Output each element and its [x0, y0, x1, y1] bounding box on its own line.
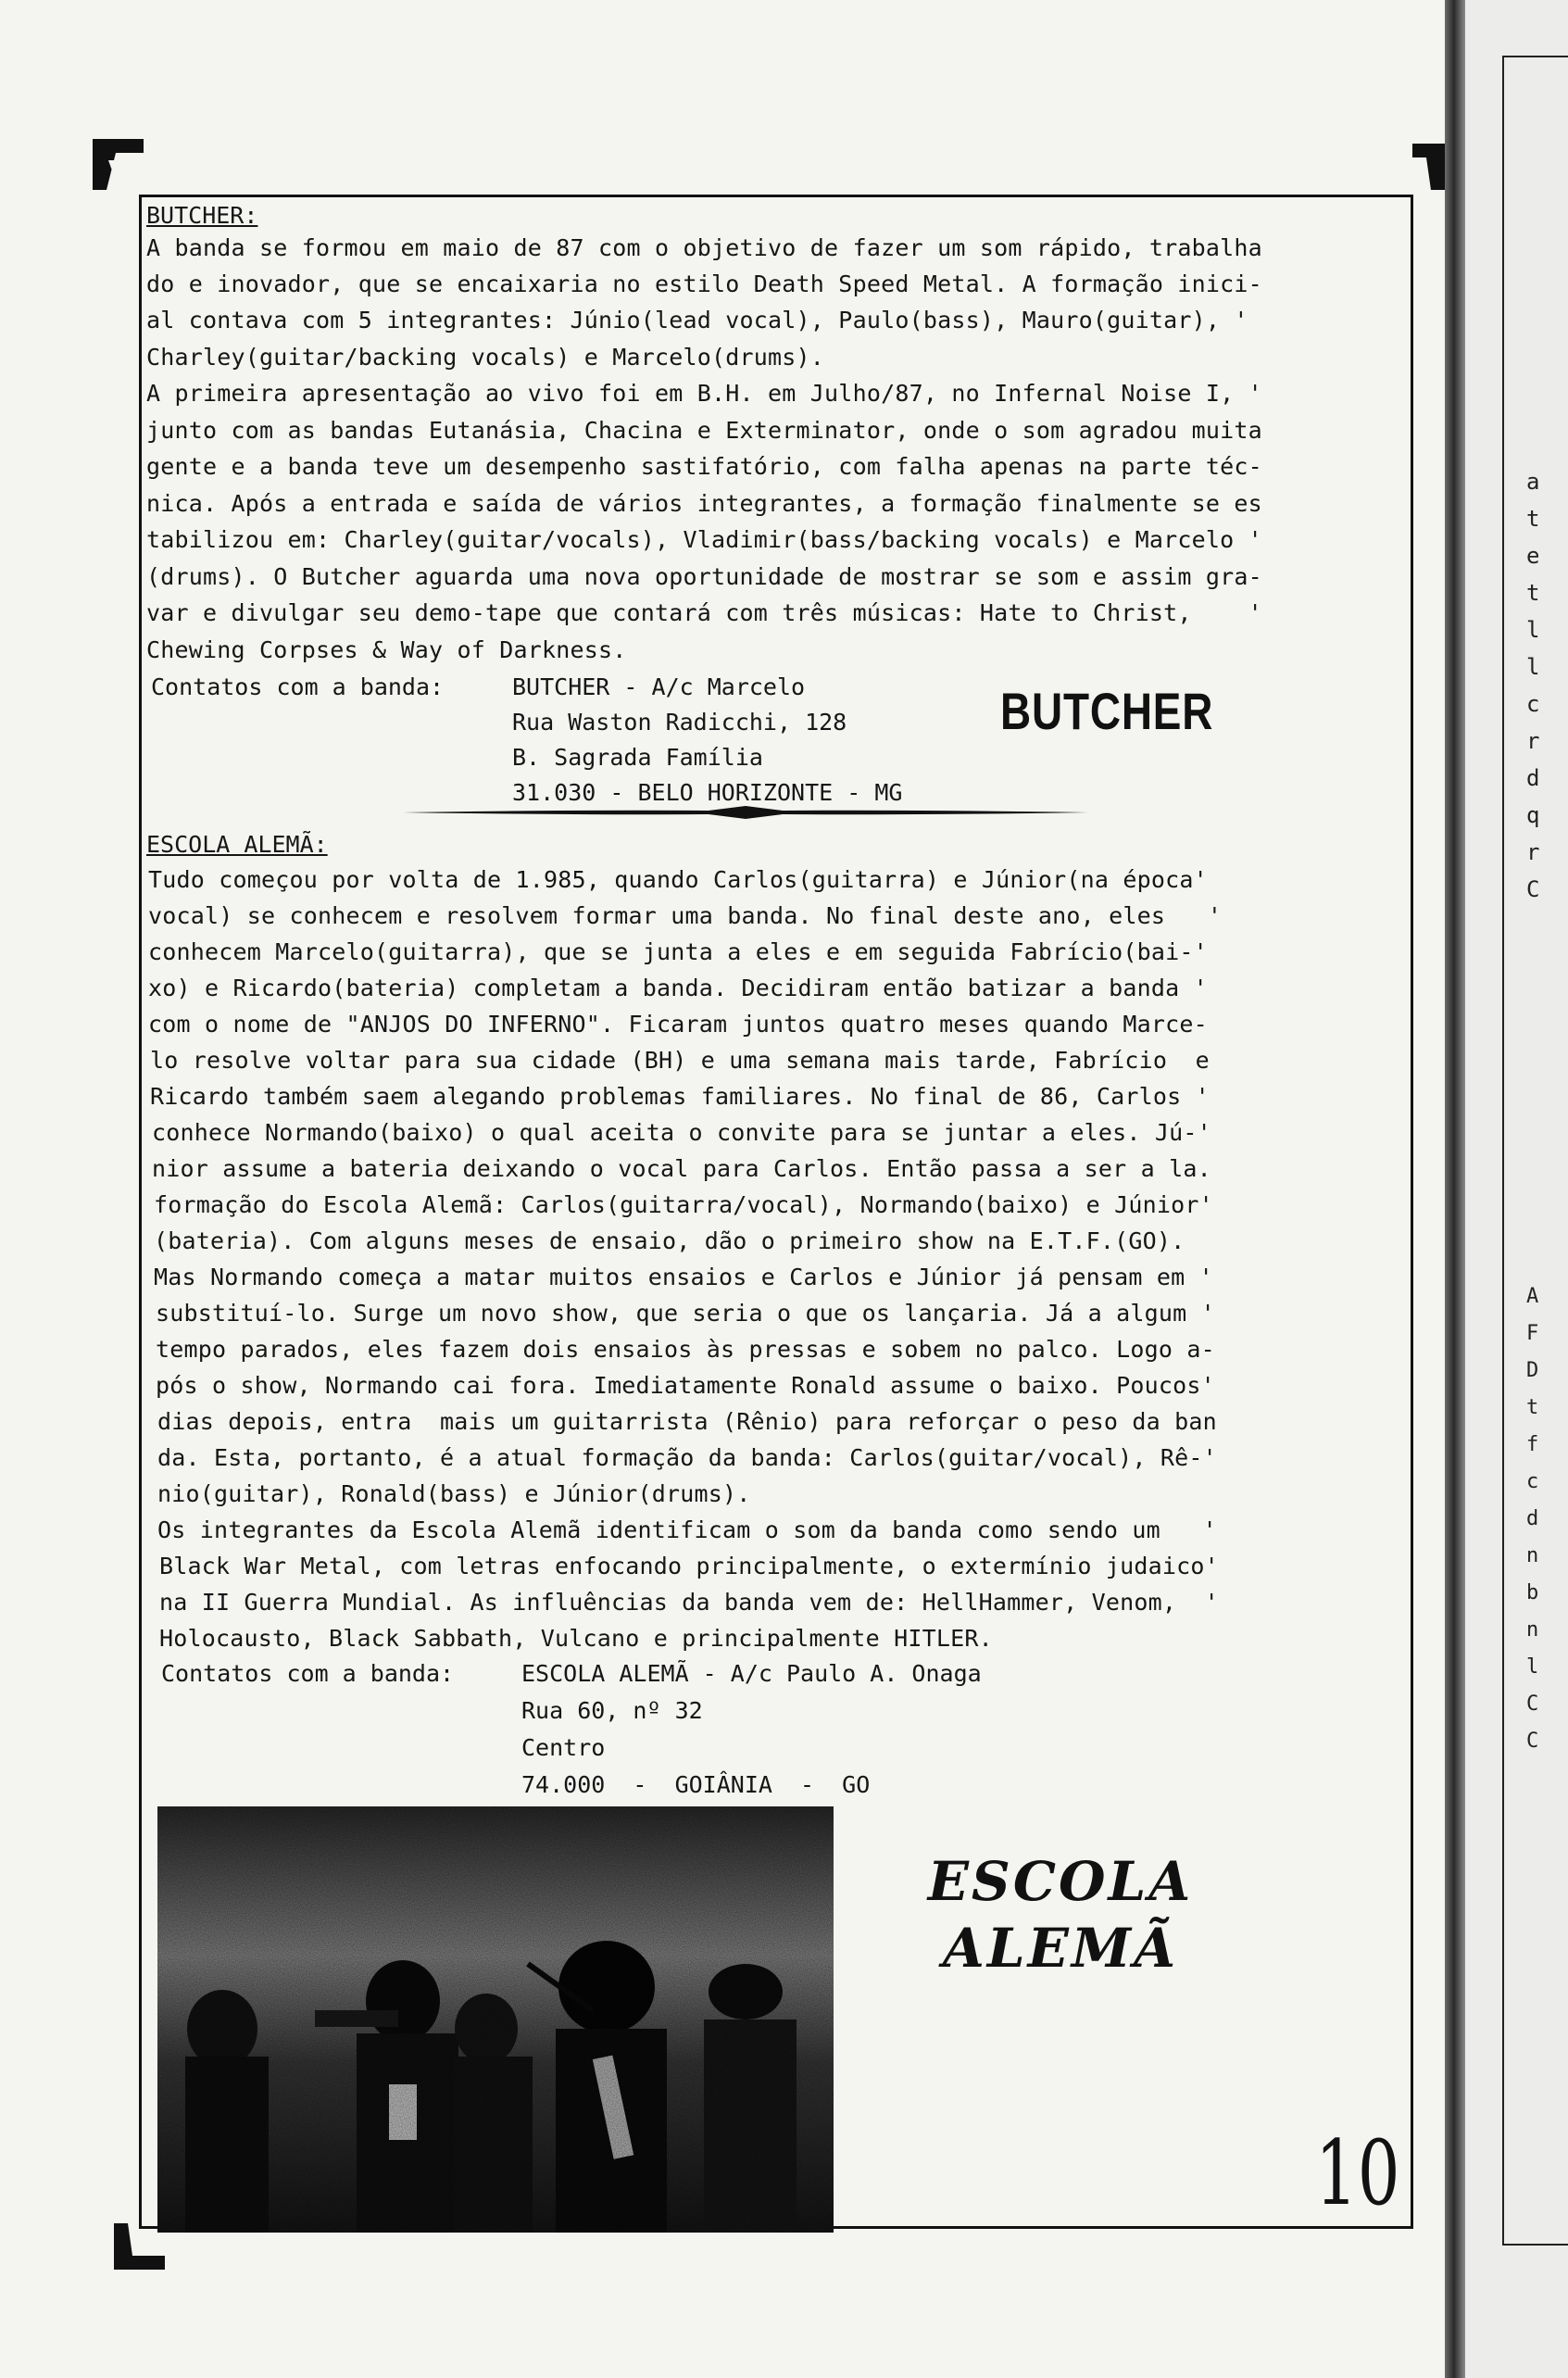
escola-line: pós o show, Normando cai fora. Imediatamente Ronald assume o baixo. Poucos' [156, 1372, 1215, 1399]
escola-heading: ESCOLA ALEMÃ: [146, 831, 328, 858]
escola-line: da. Esta, portanto, é a atual formação da banda: Carlos(guitar/vocal), Rê-' [157, 1444, 1217, 1471]
escola-logo-line: ESCOLA [927, 1850, 1194, 1913]
escola-line: Ricardo também saem alegando problemas familiares. No final de 86, Carlos ' [150, 1083, 1210, 1110]
butcher-line: (drums). O Butcher aguarda uma nova oportunidade de mostrar se som e assim gra- [146, 563, 1262, 590]
escola-line: Black War Metal, com letras enfocando principalmente, o extermínio judaico' [159, 1553, 1219, 1579]
escola-contact-line: ESCOLA ALEMÃ - A/c Paulo A. Onaga [521, 1660, 982, 1687]
butcher-contact-line: B. Sagrada Família [512, 744, 763, 771]
escola-line: Os integrantes da Escola Alemã identificam o som da banda como sendo um ' [157, 1516, 1217, 1543]
escola-alema-logo [926, 1848, 1195, 1982]
butcher-line: gente e a banda teve um desempenho sastifatório, com falha apenas na parte téc- [146, 453, 1262, 480]
escola-line: nio(guitar), Ronald(bass) e Júnior(drums). [157, 1480, 751, 1507]
escola-line: nior assume a bateria deixando o vocal para Carlos. Então passa a ser a la. [152, 1155, 1211, 1182]
butcher-line: do e inovador, que se encaixaria no estilo Death Speed Metal. A formação inici- [146, 271, 1262, 297]
butcher-line: A banda se formou em maio de 87 com o objetivo de fazer um som rápido, trabalha [146, 234, 1262, 261]
butcher-contact-line: BUTCHER - A/c Marcelo [512, 673, 806, 700]
butcher-line: Charley(guitar/backing vocals) e Marcelo(drums). [146, 344, 825, 371]
escola-line: Holocausto, Black Sabbath, Vulcano e principalmente HITLER. [159, 1625, 993, 1652]
butcher-heading: BUTCHER: [146, 202, 258, 229]
escola-line: com o nome de "ANJOS DO INFERNO". Ficaram juntos quatro meses quando Marce- [148, 1011, 1208, 1038]
escola-line: lo resolve voltar para sua cidade (BH) e uma semana mais tarde, Fabrício e [150, 1047, 1210, 1074]
escola-contact-line: Rua 60, nº 32 [521, 1697, 703, 1724]
escola-contact-line: Centro [521, 1734, 606, 1761]
butcher-line: Chewing Corpses & Way of Darkness. [146, 636, 627, 663]
escola-line: formação do Escola Alemã: Carlos(guitarra/vocal), Normando(baixo) e Júnior' [154, 1191, 1213, 1218]
butcher-line: A primeira apresentação ao vivo foi em B.H. em Julho/87, no Infernal Noise I, ' [146, 380, 1262, 407]
corner-ornament-top-left-icon [88, 134, 153, 199]
page-number: 10 [1315, 2121, 1400, 2225]
escola-line: conhecem Marcelo(guitarra), que se junta a eles e em seguida Fabrício(bai-' [148, 938, 1208, 965]
band-photo-image [157, 1806, 834, 2233]
adjacent-page-frame [1502, 56, 1568, 2246]
escola-line: vocal) se conhecem e resolvem formar uma banda. No final deste ano, eles ' [148, 902, 1223, 929]
escola-contact-line: 74.000 - GOIÂNIA - GO [521, 1771, 871, 1798]
escola-line: Tudo começou por volta de 1.985, quando Carlos(guitarra) e Júnior(na época' [148, 866, 1208, 893]
butcher-line: nica. Após a entrada e saída de vários integrantes, a formação finalmente se es [146, 490, 1262, 517]
adjacent-page-text: A F D t f c d n b n l C C [1526, 1285, 1539, 1753]
butcher-line: junto com as bandas Eutanásia, Chacina e Exterminator, onde o som agradou muita [146, 417, 1262, 444]
escola-line: tempo parados, eles fazem dois ensaios às pressas e sobem no palco. Logo a- [156, 1336, 1215, 1363]
escola-line: substituí-lo. Surge um novo show, que seria o que os lançaria. Já a algum ' [156, 1300, 1215, 1327]
escola-contact-label: Contatos com a banda: [161, 1660, 455, 1687]
escola-line: xo) e Ricardo(bateria) completam a banda. Decidiram então batizar a banda ' [148, 975, 1208, 1001]
adjacent-page-edge [1465, 0, 1568, 2378]
escola-line: Mas Normando começa a matar muitos ensaios e Carlos e Júnior já pensam em ' [154, 1264, 1213, 1290]
escola-line: na II Guerra Mundial. As influências da banda vem de: HellHammer, Venom, ' [159, 1589, 1219, 1616]
butcher-contact-line: 31.030 - BELO HORIZONTE - MG [512, 779, 903, 806]
escola-line: dias depois, entra mais um guitarrista (Rênio) para reforçar o peso da ban [157, 1408, 1217, 1435]
escola-line: (bateria). Com alguns meses de ensaio, dão o primeiro show na E.T.F.(GO). [154, 1227, 1185, 1254]
adjacent-page-text: a t e t l l c r d q r C [1526, 469, 1540, 902]
butcher-logo: BUTCHER [1000, 682, 1214, 740]
butcher-contact-label: Contatos com a banda: [151, 673, 445, 700]
butcher-line: tabilizou em: Charley(guitar/vocals), Vladimir(bass/backing vocals) e Marcelo ' [146, 526, 1262, 553]
binding-shadow [1445, 0, 1465, 2378]
butcher-contact-line: Rua Waston Radicchi, 128 [512, 709, 847, 736]
escola-logo-line: ALEMÃ [942, 1917, 1179, 1980]
escola-line: conhece Normando(baixo) o qual aceita o convite para se juntar a eles. Jú-' [152, 1119, 1211, 1146]
section-divider [403, 806, 1088, 819]
butcher-line: var e divulgar seu demo-tape que contará com três músicas: Hate to Christ, ' [146, 599, 1262, 626]
butcher-line: al contava com 5 integrantes: Júnio(lead vocal), Paulo(bass), Mauro(guitar), ' [146, 307, 1248, 333]
